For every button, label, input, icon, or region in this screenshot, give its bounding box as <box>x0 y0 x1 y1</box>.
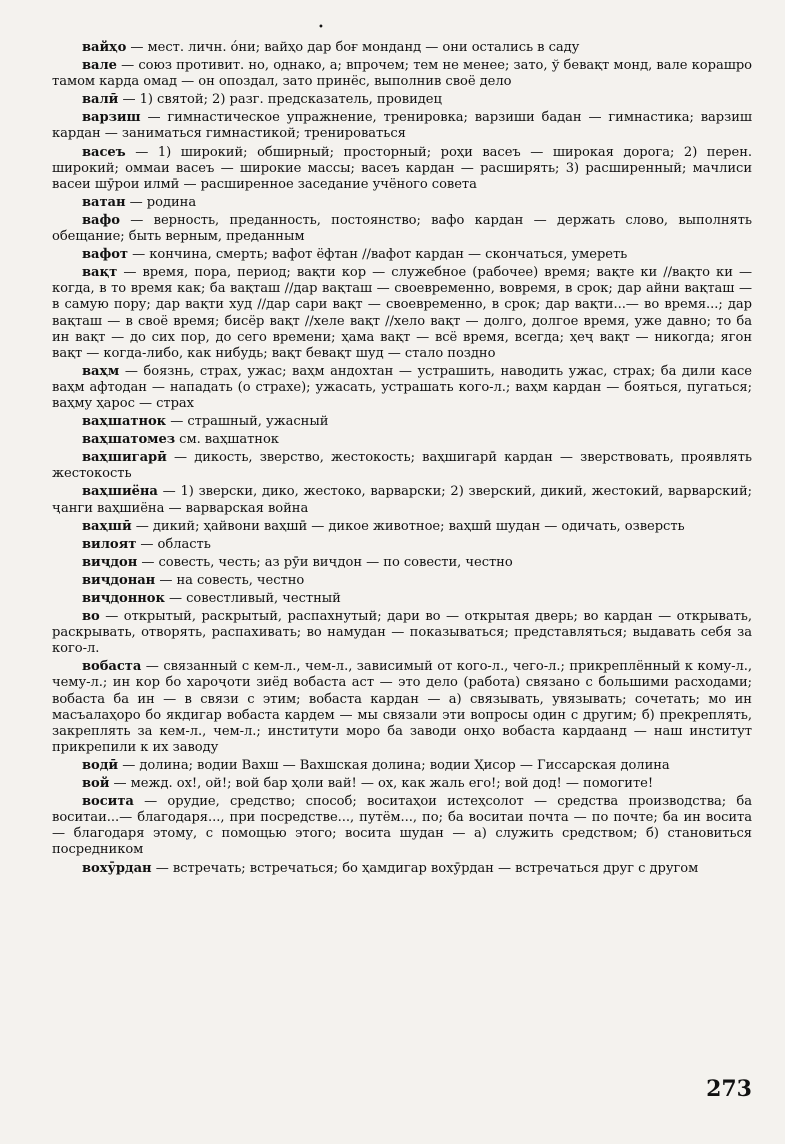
entry-headword: ваҳшиёна <box>82 484 158 500</box>
entry-definition: — межд. ох!, ой!; вой бар ҳоли вай! — ох, как жаль его!; вой дод! — помогите! <box>109 776 654 792</box>
entry-definition: см. ваҳшатнок <box>175 432 279 448</box>
dictionary-entry <box>52 58 752 90</box>
entry-headword: вале <box>82 58 117 74</box>
dictionary-entry <box>52 537 752 553</box>
dictionary-entry <box>52 519 752 535</box>
dictionary-entry <box>52 414 752 430</box>
entry-headword: ватан <box>82 194 126 210</box>
dictionary-entry <box>52 794 752 858</box>
dictionary-entry <box>52 364 752 412</box>
entry-headword: ваҳшигарӣ <box>82 450 167 466</box>
entry-headword: вилоят <box>82 536 137 552</box>
entry-definition: — открытый, раскрытый, распахнутый; дари во — открытая дверь; во кардан — открывать, раскрывать, отворять, распахивать; во намудан — показываться; представляться; выдавать себя за кого-л. <box>52 609 752 657</box>
entry-definition: — союз противит. но, однако, а; впрочем; тем не менее; зато, ў бевақт монд, вале корашро тамом карда омад — он опоздал, зато принёс, выполнив своё дело <box>52 58 752 90</box>
entry-definition: — дикость, зверство, жестокость; ваҳшигарӣ кардан — зверствовать, проявлять жестокость <box>52 450 752 482</box>
page-number: 273 <box>706 1076 752 1102</box>
dictionary-entry <box>52 92 752 108</box>
entry-definition: — 1) зверски, дико, жестоко, варварски; 2) зверский, дикий, жестокий, варварский; ҷанги ваҳшиёна — варварская война <box>52 484 752 516</box>
entry-definition: — орудие, средство; способ; воситаҳои истеҳсолот — средства производства; ба воситаи...— благодаря..., при посредстве..., путём..., по; ба воситаи почта — по почте; ба ин восита — благодаря этому, с помощью этого; восита шудан — а) служить средством; б) становиться посредником <box>52 794 752 858</box>
entry-definition: — время, пора, период; вақти кор — служебное (рабочее) время; вақте ки //вақто ки — когда, в то время как; ба вақташ //дар вақташ — своевременно, вовремя, в срок; дар айни вақташ — в самую пору; дар вақти худ //дар сари вақт — своевременно, в срок; дар вақти...— во время...; дар вақташ — в своё время; бисёр вақт //хеле вақт //хело вақт — долго, долгое время, уже давно; то ба ин вақт — до сих пор, до сего времени; ҳама вақт — всё время, всегда; ҳеҷ вақт — никогда; ягон вақт — когда-либо, как нибудь; вақт бевақт шуд — стало поздно <box>52 265 752 361</box>
dictionary-entry <box>52 247 752 263</box>
dictionary-entry <box>52 40 752 56</box>
entry-definition: — встречать; встречаться; бо ҳамдигар вохӯрдан — встречаться друг с другом <box>151 860 699 876</box>
dictionary-entry <box>52 555 752 571</box>
entry-headword: варзиш <box>82 110 141 126</box>
dictionary-entry <box>52 110 752 142</box>
entry-definition: — 1) широкий; обширный; просторный; роҳи васеъ — широкая дорога; 2) перен. широкий; оммаи васеъ — широкие массы; васеъ кардан — расширять; 3) расширенный; мачлиси васеи шӯрои илмӣ — расширенное заседание учёного совета <box>52 144 752 192</box>
entry-definition: — 1) святой; 2) разг. предсказатель, провидец <box>118 92 442 108</box>
entry-headword: виҷдонан <box>82 572 156 588</box>
entry-definition: — страшный, ужасный <box>166 414 329 430</box>
entry-headword: вайҳо <box>82 40 127 55</box>
top-mark: • <box>318 22 324 33</box>
dictionary-entry <box>52 758 752 774</box>
entry-headword: вохӯрдан <box>82 860 152 876</box>
entry-definition: — совесть, честь; аз рӯи виҷдон — по совести, честно <box>137 554 513 570</box>
entry-definition: — область <box>136 536 211 552</box>
entry-headword: ваҳшатнок <box>82 414 167 430</box>
entry-headword: вобаста <box>82 659 142 675</box>
entry-headword: ваҳшӣ <box>82 518 132 534</box>
dictionary-entry <box>52 432 752 448</box>
entry-headword: ваҳшатомез <box>82 432 176 448</box>
dictionary-entry <box>52 591 752 607</box>
entry-headword: васеъ <box>82 144 126 160</box>
entry-headword: виҷдон <box>82 554 138 570</box>
entry-definition: — совестливый, честный <box>164 591 341 606</box>
entry-headword: валӣ <box>82 92 119 108</box>
entry-list <box>52 40 752 877</box>
dictionary-entry <box>52 659 752 756</box>
dictionary-entry <box>52 145 752 193</box>
entry-headword: виҷдоннок <box>82 591 165 606</box>
dictionary-entry <box>52 484 752 516</box>
entry-headword: вафот <box>82 247 128 263</box>
dictionary-page <box>52 40 752 1120</box>
dictionary-entry <box>52 861 752 877</box>
dictionary-entry <box>52 450 752 482</box>
entry-definition: — дикий; ҳайвони ваҳшӣ — дикое животное; ваҳшӣ шудан — одичать, озверсть <box>131 518 685 534</box>
entry-definition: — связанный с кем-л., чем-л., зависимый от кого-л., чего-л.; прикреплённый к кому-л., чему-л.; ин кор бо хароҷоти зиёд вобаста аст — это дело (работа) связано с большими расходами; вобаста ба ин — в связи с этим; вобаста кардан — а) связывать, увязывать; сочетать; мо ин масъалаҳоро бо якдигар вобаста кардем — мы связали эти вопросы один с другим; б) прекреплять, закреплять за кем-л., чем-л.; институти моро ба заводи онҳо вобаста кардаанд — наш институт прикрепили к их заводу <box>52 659 752 755</box>
entry-headword: водӣ <box>82 757 119 773</box>
dictionary-entry <box>52 776 752 792</box>
entry-definition: — кончина, смерть; вафот ёфтан //вафот кардан — скончаться, умереть <box>128 247 628 263</box>
entry-headword: ваҳм <box>82 363 120 379</box>
dictionary-entry <box>52 213 752 245</box>
entry-definition: — долина; водии Вахш — Вахшская долина; водии Ҳисор — Гиссарская долина <box>118 757 670 773</box>
entry-headword: восита <box>82 794 134 810</box>
entry-definition: — гимнастическое упражнение, тренировка; варзиши бадан — гимнастика; варзиш кардан — заниматься гимнастикой; тренироваться <box>52 110 752 142</box>
entry-definition: — боязнь, страх, ужас; ваҳм андохтан — устрашить, наводить ужас, страх; ба дили касе ваҳм афтодан — нападать (о страхе); ужасать, устрашать кого-л.; ваҳм кардан — бояться, пугаться; ваҳму ҳарос — страх <box>52 363 752 411</box>
entry-definition: — верность, преданность, постоянство; вафо кардан — держать слово, выполнять обещание; быть верным, преданным <box>52 212 752 245</box>
entry-headword: вафо <box>82 212 120 228</box>
dictionary-entry <box>52 195 752 211</box>
entry-headword: во <box>82 609 100 625</box>
entry-headword: вой <box>82 776 110 792</box>
entry-definition: — на совесть, честно <box>155 572 305 588</box>
entry-definition: — родина <box>125 194 197 210</box>
dictionary-entry <box>52 265 752 362</box>
entry-headword: вақт <box>82 265 118 281</box>
dictionary-entry <box>52 573 752 589</box>
dictionary-entry <box>52 609 752 657</box>
entry-definition: — мест. личн. óни; вайҳо дар боғ монданд — они остались в саду <box>126 40 580 55</box>
